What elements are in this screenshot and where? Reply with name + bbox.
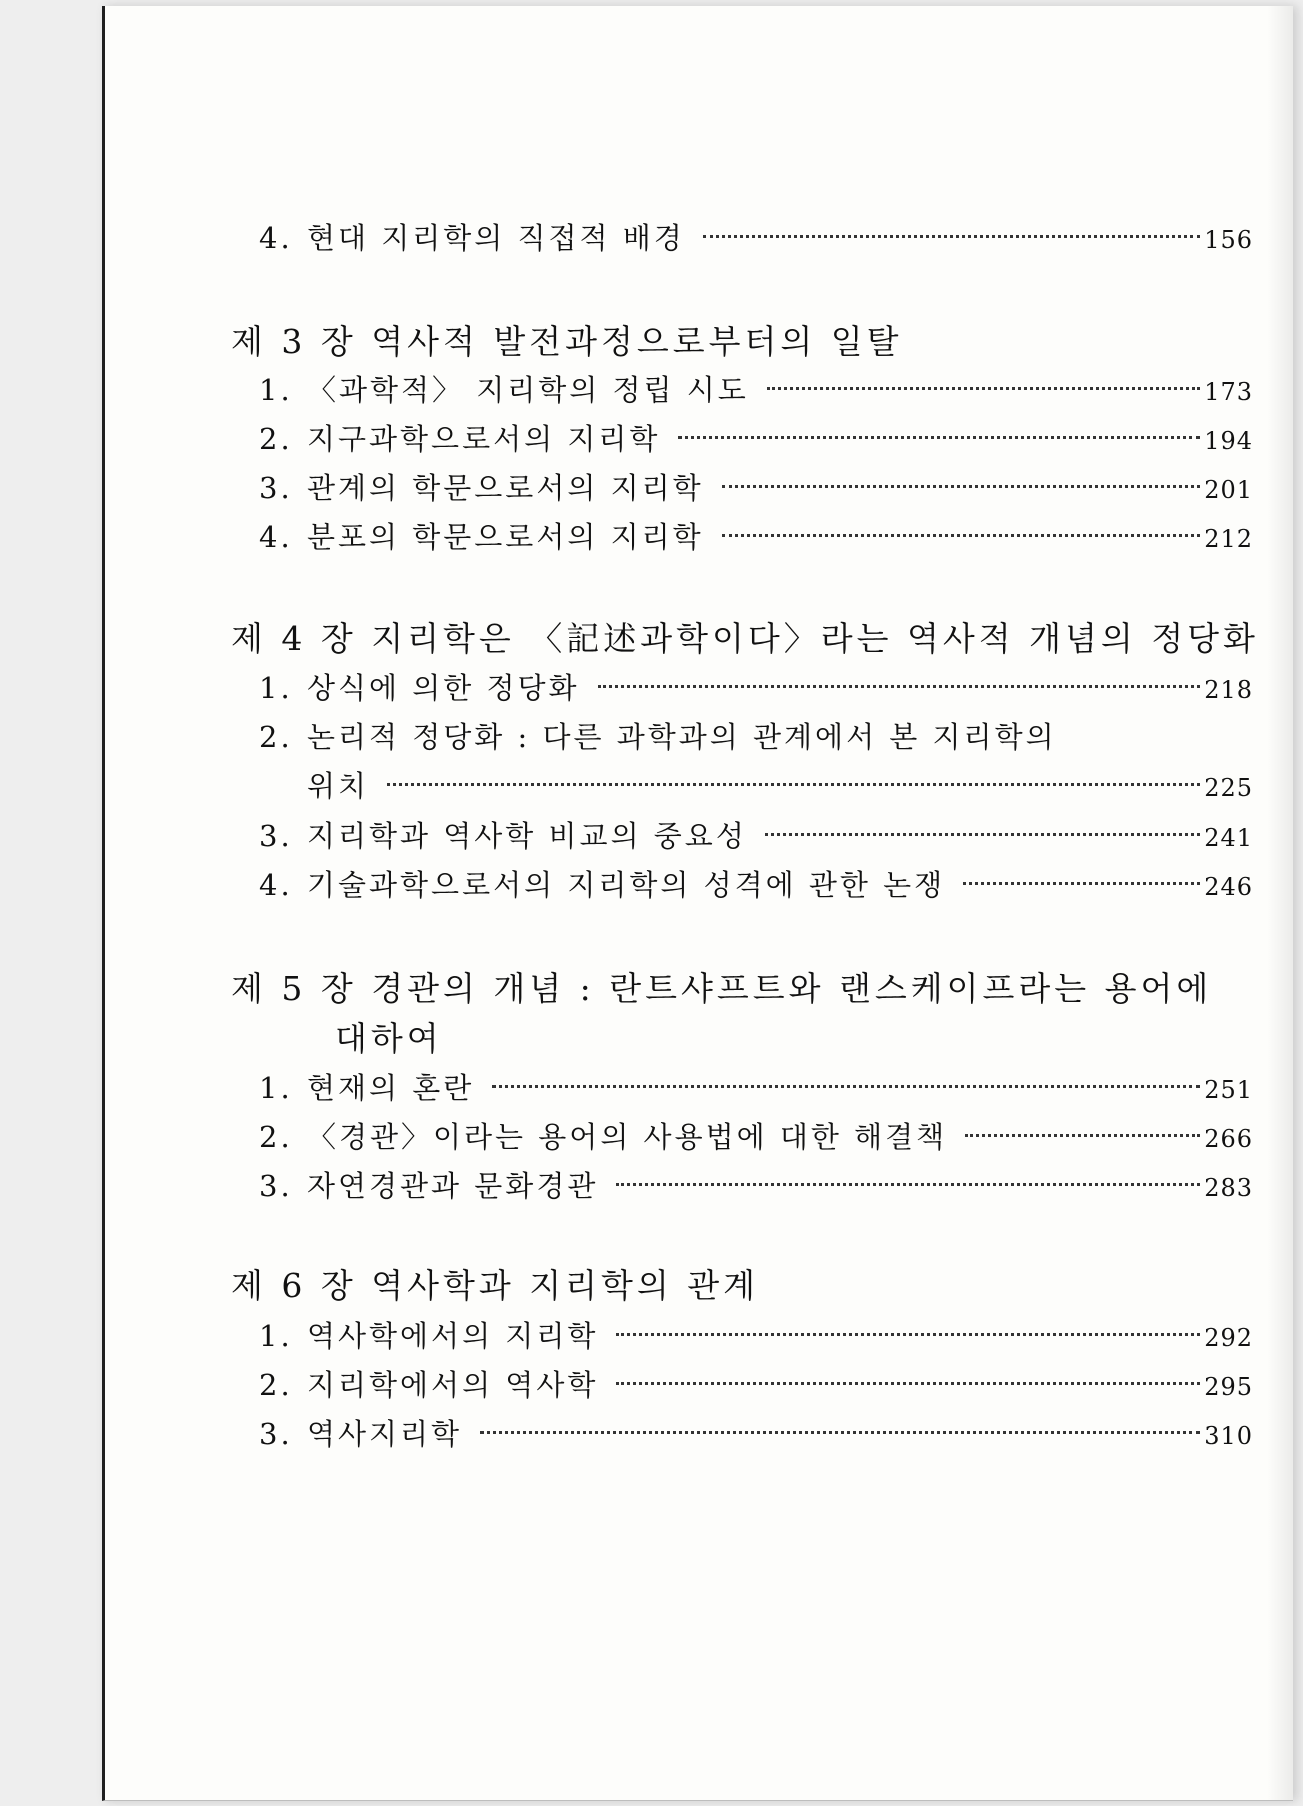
dot-leader: [678, 436, 1200, 439]
entry-title: 분포의 학문으로서의 지리학: [307, 520, 704, 554]
entry-title: 〈경관〉이라는 용어의 사용법에 대한 해결책: [307, 1120, 948, 1154]
entry-page-number: 173: [1204, 378, 1253, 406]
entry-number: 4.: [259, 221, 293, 255]
entry-number: 2.: [259, 422, 293, 456]
toc-entry: [259, 668, 1253, 708]
dot-leader: [722, 534, 1201, 537]
entry-number: 1.: [259, 373, 293, 407]
entry-number: 1.: [259, 1071, 293, 1105]
toc-entry: [259, 517, 1253, 557]
entry-page-number: 292: [1204, 1324, 1253, 1352]
entry-page-number: 283: [1204, 1174, 1253, 1202]
toc-entry: [259, 1117, 1253, 1157]
entry-title: 현대 지리학의 직접적 배경: [307, 221, 685, 255]
toc-entry-continuation: [307, 766, 1253, 806]
entry-title: 자연경관과 문화경관: [307, 1169, 599, 1203]
dot-leader: [963, 882, 1200, 885]
entry-number: 3.: [259, 1169, 293, 1203]
entry-title: 지구과학으로서의 지리학: [307, 422, 661, 456]
chapter-heading: [231, 966, 1212, 1012]
entry-number: 4.: [259, 520, 293, 554]
entry-title: 논리적 정당화 : 다른 과학과의 관계에서 본 지리학의: [307, 720, 1057, 754]
toc-entry: [259, 816, 1253, 856]
entry-page-number: 310: [1204, 1422, 1253, 1450]
entry-page-number: 251: [1204, 1076, 1253, 1104]
entry-number: 1.: [259, 671, 293, 705]
chapter-heading: [231, 616, 1259, 662]
entry-title: 관계의 학문으로서의 지리학: [307, 471, 704, 505]
chapter-heading-text: 제 4 장 지리학은 〈記述과학이다〉라는 역사적 개념의 정당화: [231, 619, 1259, 658]
chapter-heading-text: 제 3 장 역사적 발전과정으로부터의 일탈: [231, 322, 903, 361]
dot-leader: [480, 1431, 1200, 1434]
toc-entry: [259, 1068, 1253, 1108]
toc-entry: [259, 717, 1253, 757]
entry-page-number: 194: [1204, 427, 1253, 455]
entry-number: 3.: [259, 1417, 293, 1451]
entry-page-number: 295: [1204, 1373, 1253, 1401]
dot-leader: [387, 783, 1200, 786]
entry-number: 1.: [259, 1319, 293, 1353]
entry-number: 2.: [259, 1120, 293, 1154]
entry-title: 역사지리학: [307, 1417, 463, 1451]
entry-title: 〈과학적〉 지리학의 정립 시도: [307, 373, 749, 407]
chapter-heading: [231, 1263, 759, 1309]
dot-leader: [703, 235, 1200, 238]
entry-title: 현재의 혼란: [307, 1071, 475, 1105]
entry-page-number: 212: [1204, 525, 1253, 553]
entry-number: 2.: [259, 1368, 293, 1402]
dot-leader: [616, 1333, 1200, 1336]
toc-entry: [259, 1166, 1253, 1206]
dot-leader: [722, 485, 1201, 488]
entry-number: 4.: [259, 868, 293, 902]
entry-title: 지리학과 역사학 비교의 중요성: [307, 819, 747, 853]
entry-title: 역사학에서의 지리학: [307, 1319, 599, 1353]
toc-entry: [259, 1365, 1253, 1405]
entry-page-number: 266: [1204, 1125, 1253, 1153]
entry-page-number: 225: [1204, 774, 1253, 802]
dot-leader: [598, 685, 1201, 688]
entry-title: 상식에 의한 정당화: [307, 671, 580, 705]
table-of-contents: [105, 6, 1293, 1800]
dot-leader: [616, 1183, 1200, 1186]
toc-entry: [259, 419, 1253, 459]
entry-title: 지리학에서의 역사학: [307, 1368, 599, 1402]
chapter-heading-text: 제 5 장 경관의 개념 : 란트샤프트와 랜스케이프라는 용어에: [231, 969, 1213, 1008]
dot-leader: [616, 1382, 1200, 1385]
entry-page-number: 241: [1204, 824, 1253, 852]
toc-entry: [259, 1316, 1253, 1356]
toc-entry: [259, 865, 1253, 905]
dot-leader: [765, 833, 1200, 836]
entry-number: 2.: [259, 720, 293, 754]
dot-leader: [767, 387, 1200, 390]
dot-leader: [965, 1134, 1200, 1137]
entry-page-number: 156: [1204, 226, 1253, 254]
toc-entry: [259, 370, 1253, 410]
entry-title-continuation: 위치: [307, 769, 370, 803]
toc-entry: [259, 468, 1253, 508]
entry-title: 기술과학으로서의 지리학의 성격에 관한 논쟁: [307, 868, 946, 902]
entry-page-number: 218: [1204, 676, 1253, 704]
entry-page-number: 246: [1204, 873, 1253, 901]
chapter-heading-continuation-text: 대하여: [335, 1019, 443, 1058]
toc-entry: [259, 218, 1253, 258]
entry-number: 3.: [259, 471, 293, 505]
chapter-heading-continuation: [335, 1016, 443, 1062]
entry-page-number: 201: [1204, 476, 1253, 504]
dot-leader: [492, 1085, 1200, 1088]
chapter-heading-text: 제 6 장 역사학과 지리학의 관계: [231, 1266, 759, 1305]
book-page: [102, 6, 1293, 1801]
chapter-heading: [231, 319, 903, 365]
toc-entry: [259, 1414, 1253, 1454]
entry-number: 3.: [259, 819, 293, 853]
